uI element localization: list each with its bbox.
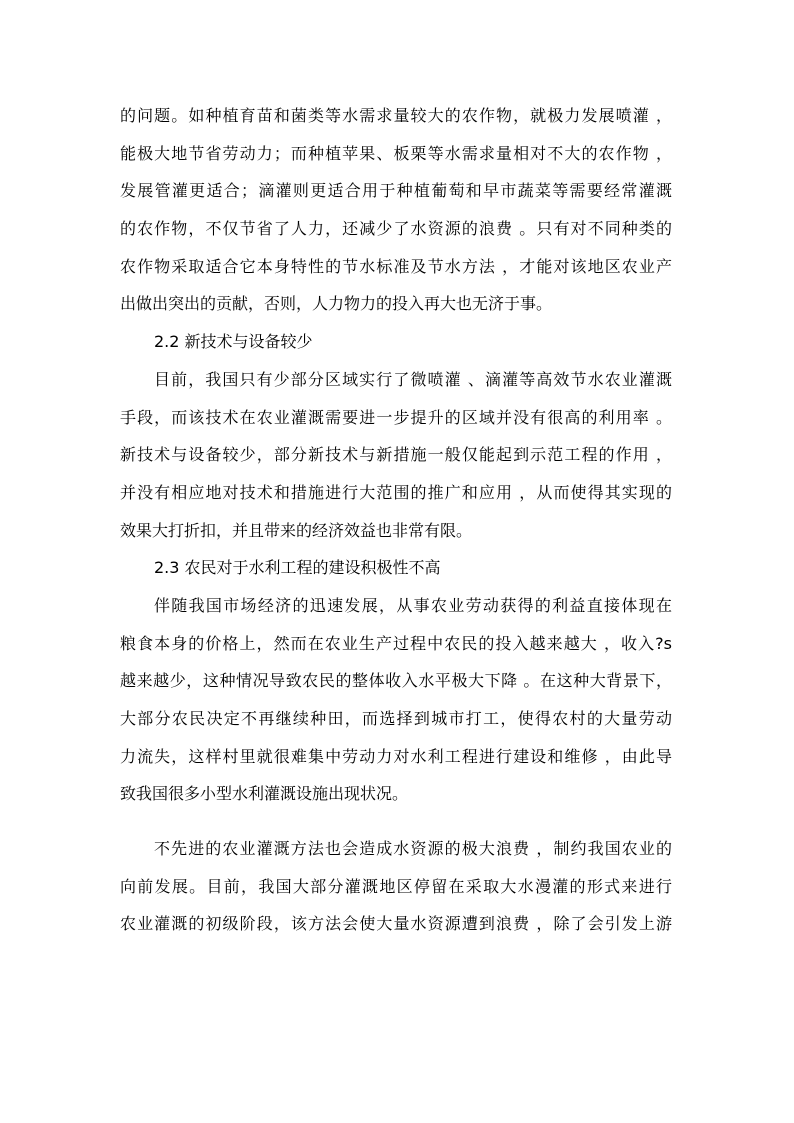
paragraph <box>120 587 672 813</box>
text-line: 并没有相应地对技术和措施进行大范围的推广和应用 ，从而使得其实现的 <box>120 482 672 502</box>
heading-text: 2.2 新技术与设备较少 <box>154 332 313 352</box>
document-body <box>120 97 672 943</box>
text-line: 不先进的农业灌溉方法也会造成水资源的极大浪费 ，制约我国农业的 <box>154 839 672 859</box>
paragraph <box>120 361 672 549</box>
text-line: 新技术与设备较少，部分新技术与新措施一般仅能起到示范工程的作用 ， <box>120 445 672 465</box>
text-line: 越来越少，这种情况导致农民的整体收入水平极大下降 。在这种大背景下， <box>120 671 672 691</box>
text-line: 致我国很多小型水利灌溉设施出现状况。 <box>120 784 409 804</box>
text-line: 农作物采取适合它本身特性的节水标准及节水方法 ，才能对该地区农业产 <box>120 256 672 276</box>
text-line: 的问题。如种植育苗和菌类等水需求量较大的农作物，就极力发展喷灌 ， <box>120 106 672 125</box>
text-line: 出做出突出的贡献，否则，人力物力的投入再大也无济于事。 <box>120 294 553 314</box>
paragraph <box>120 830 672 943</box>
paragraph <box>120 97 672 323</box>
text-line: 目前，我国只有少部分区域实行了微喷灌 、滴灌等高效节水农业灌溉 <box>154 369 672 389</box>
section-heading <box>120 549 672 587</box>
text-line: 的农作物，不仅节省了人力，还减少了水资源的浪费 。只有对不同种类的 <box>120 219 672 239</box>
text-line: 效果大打折扣，并且带来的经济效益也非常有限。 <box>120 520 473 540</box>
paragraph-spacer <box>120 813 672 830</box>
text-line: 力流失，这样村里就很难集中劳动力对水利工程进行建设和维修 ，由此导 <box>120 746 672 766</box>
text-line: 伴随我国市场经济的迅速发展，从事农业劳动获得的利益直接体现在 <box>154 595 672 615</box>
text-line: 农业灌溉的初级阶段，该方法会使大量水资源遭到浪费 ，除了会引发上游 <box>120 914 672 934</box>
text-line: 粮食本身的价格上，然而在农业生产过程中农民的投入越来越大 ，收入?s <box>120 633 672 653</box>
text-line: 手段，而该技术在农业灌溉需要进一步提升的区域并没有很高的利用率 。 <box>120 407 672 427</box>
text-line: 能极大地节省劳动力；而种植苹果、板栗等水需求量相对不大的农作物 ， <box>120 143 672 163</box>
text-line: 向前发展。目前，我国大部分灌溉地区停留在采取大水漫灌的形式来进行 <box>120 876 672 896</box>
heading-text: 2.3 农民对于水利工程的建设积极性不高 <box>154 558 441 578</box>
text-line: 大部分农民决定不再继续种田，而选择到城市打工，使得农村的大量劳动 <box>120 709 672 728</box>
text-line: 发展管灌更适合；滴灌则更适合用于种植葡萄和早市蔬菜等需要经常灌溉 <box>120 181 672 201</box>
section-heading <box>120 323 672 361</box>
